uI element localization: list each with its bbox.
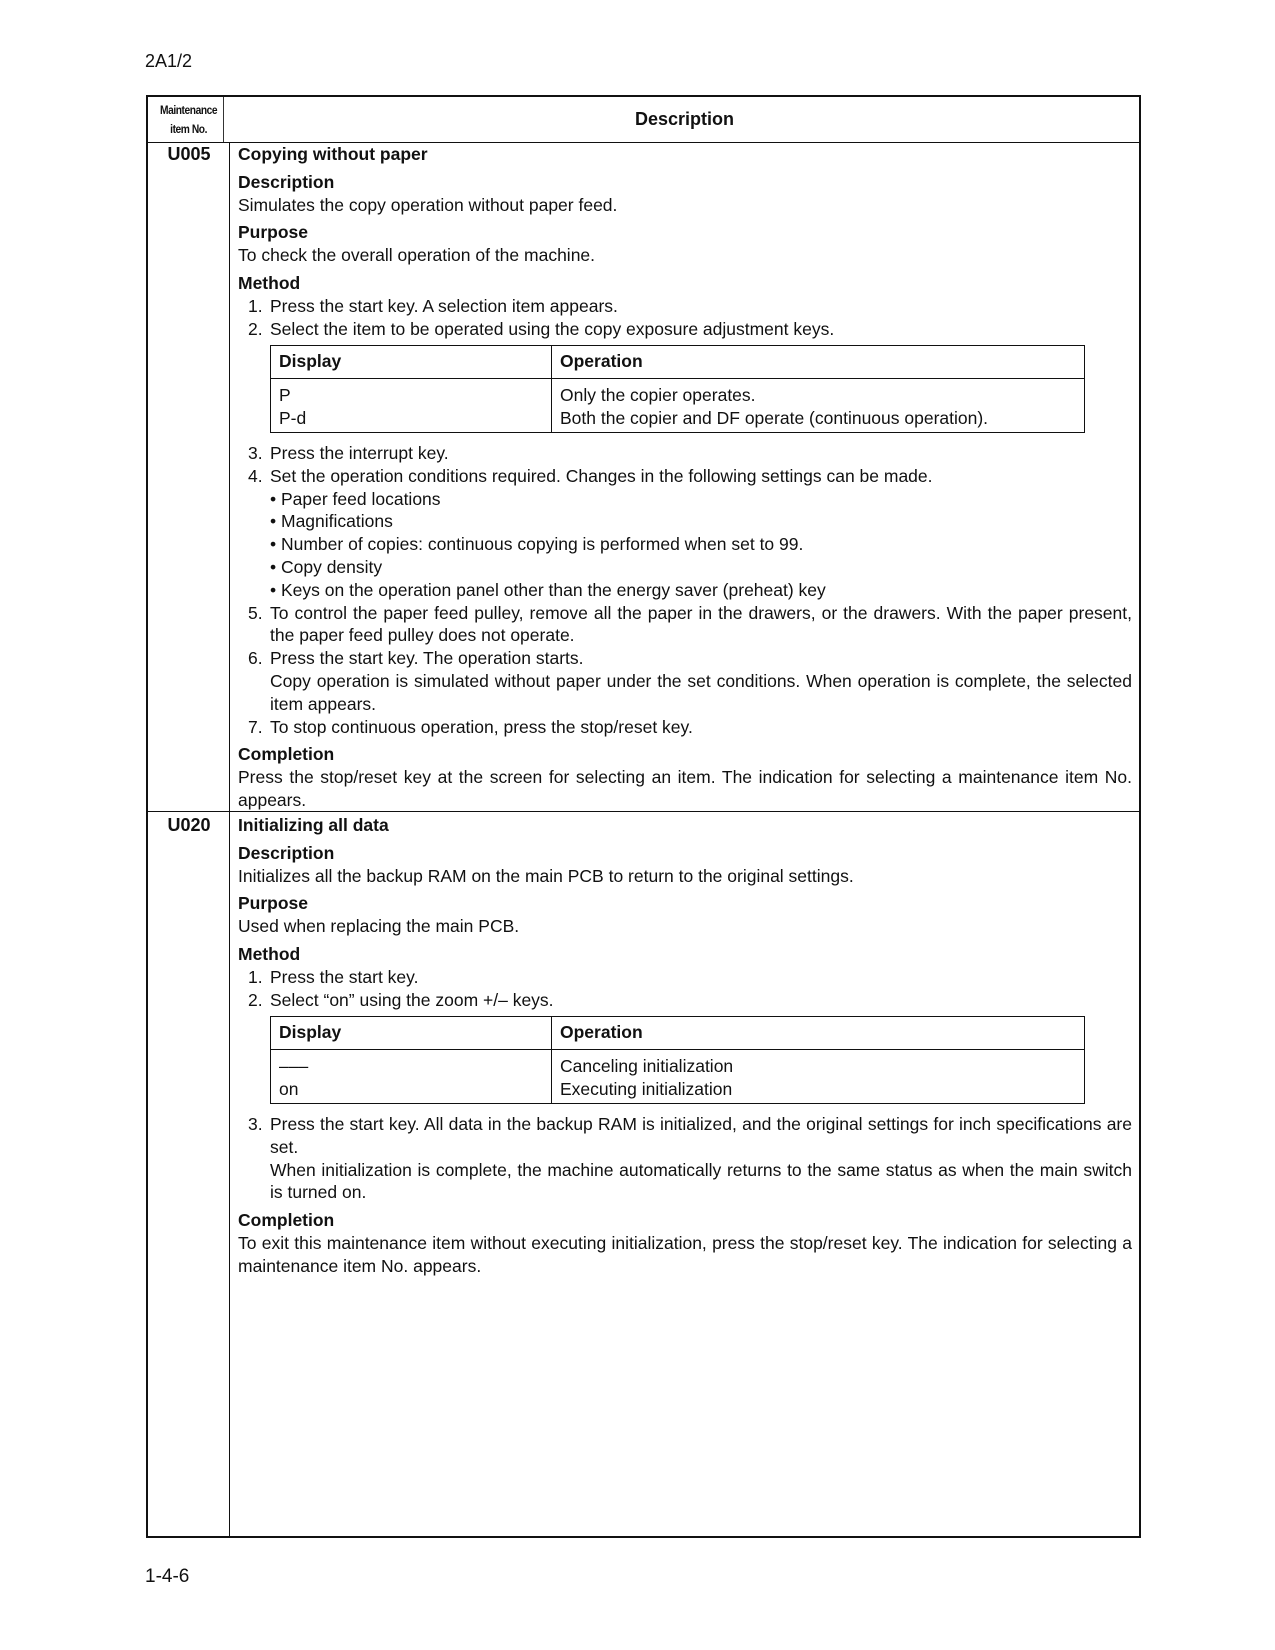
header-item-line1: Maintenance — [160, 102, 218, 117]
u005-step-1: Press the start key. A selection item appears. — [270, 295, 618, 316]
table-header — [271, 1017, 1085, 1050]
list-item: 2. Select the item to be operated using the copy exposure adjustment keys. — [248, 318, 835, 339]
table-header — [271, 346, 1085, 379]
u005-bullet-3: • Number of copies: continuous copying is performed when set to 99. — [270, 534, 804, 555]
u020-operation-cancel: Canceling initialization — [560, 1056, 734, 1077]
u020-display-on: on — [279, 1079, 299, 1100]
u005-completion-heading: Completion — [238, 744, 335, 765]
u005-col-display: Display — [271, 346, 552, 379]
list-item: 7. To stop continuous operation, press the stop/reset key. — [248, 716, 693, 737]
table-row — [271, 379, 1085, 433]
header-maintenance-item-no — [154, 97, 224, 142]
u005-step-6-detail: Copy operation is simulated without paper under the set conditions. When operation is complete, the selected item appears. — [270, 670, 1132, 714]
u005-step-2: Select the item to be operated using the copy exposure adjustment keys. — [270, 318, 835, 339]
u005-purpose-text: To check the overall operation of the machine. — [238, 245, 596, 266]
u005-steps-a — [238, 295, 1132, 341]
u020-display-dashes: ––– — [279, 1056, 309, 1077]
list-item: 3. Press the start key. All data in the backup RAM is initialized, and the original settings for inch specifications are set. When initialization is complete, the machine automatically returns to the same status as when the main switch is turned on. — [248, 1113, 1132, 1203]
u005-purpose-heading: Purpose — [238, 222, 309, 243]
u005-steps-c — [238, 602, 1132, 739]
u005-step-6: Press the start key. The operation starts. — [270, 648, 584, 669]
u020-title: Initializing all data — [238, 815, 389, 835]
u005-method-heading: Method — [238, 272, 301, 293]
u020-display-cell — [271, 1050, 552, 1104]
u005-steps-b — [238, 442, 1132, 488]
u005-operation-p: Only the copier operates. — [560, 385, 756, 406]
u020-completion-text: To exit this maintenance item without executing initialization, press the stop/reset key. The indication for selecting a maintenance item No. appears. — [238, 1232, 1132, 1276]
u005-display-cell — [271, 379, 552, 433]
u005-display-table — [270, 345, 1085, 433]
u020-step-1: Press the start key. — [270, 966, 419, 987]
list-item: 4. Set the operation conditions required. Changes in the following settings can be made. — [248, 465, 933, 486]
table-row — [271, 1050, 1085, 1104]
u005-completion-text: Press the stop/reset key at the screen for selecting an item. The indication for selecting a maintenance item No. appears. — [238, 767, 1132, 810]
u020-description-heading: Description — [238, 842, 335, 863]
u005-display-pd: P-d — [279, 408, 307, 429]
list-item: 3. Press the interrupt key. — [248, 442, 449, 463]
u020-operation-cell — [552, 1050, 1085, 1104]
column-divider — [229, 142, 230, 1536]
u005-operation-pd: Both the copier and DF operate (continuous operation). — [560, 408, 989, 429]
u005-bullet-4: • Copy density — [270, 556, 383, 577]
u020-col-display: Display — [271, 1017, 552, 1050]
header-item-line2: item No. — [170, 121, 207, 136]
u020-content — [238, 814, 1132, 1278]
u005-step-5: To control the paper feed pulley, remove all the paper in the drawers, or the drawers. With the paper present, the paper feed pulley does not operate. — [270, 602, 1132, 646]
u020-purpose-text: Used when replacing the main PCB. — [238, 916, 520, 937]
u005-operation-cell — [552, 379, 1085, 433]
list-item: 6. Press the start key. The operation starts. Copy operation is simulated without paper under the set conditions. When operation is complete, the selected item appears. — [248, 648, 1132, 714]
list-item: 1. Press the start key. A selection item appears. — [248, 295, 618, 316]
maintenance-table — [146, 95, 1141, 1538]
page-number: 1-4-6 — [145, 1566, 190, 1587]
u005-bullet-1: • Paper feed locations — [270, 488, 441, 509]
u020-col-operation: Operation — [552, 1017, 1085, 1050]
u005-content — [238, 143, 1132, 812]
u005-title: Copying without paper — [238, 144, 428, 164]
u020-steps-b — [238, 1113, 1132, 1204]
u005-col-operation: Operation — [552, 346, 1085, 379]
item-no-u020: U020 — [167, 815, 211, 835]
u005-step-3: Press the interrupt key. — [270, 442, 449, 463]
list-item: 2. Select “on” using the zoom +/– keys. — [248, 989, 554, 1010]
table-header-row — [148, 97, 1139, 143]
u005-bullet-5: • Keys on the operation panel other than the energy saver (preheat) key — [270, 579, 826, 600]
u005-step-7: To stop continuous operation, press the stop/reset key. — [270, 716, 693, 737]
list-item: 1. Press the start key. — [248, 966, 419, 987]
u005-description-heading: Description — [238, 171, 335, 192]
u020-steps-a — [238, 966, 1132, 1012]
u020-display-table — [270, 1016, 1085, 1104]
item-no-u005: U005 — [167, 144, 211, 164]
u020-step-3-detail: When initialization is complete, the machine automatically returns to the same status as when the main switch is turned on. — [270, 1159, 1132, 1203]
u020-step-2: Select “on” using the zoom +/– keys. — [270, 989, 554, 1010]
u005-display-p: P — [279, 385, 291, 406]
u020-method-heading: Method — [238, 943, 301, 964]
u005-settings-list — [238, 488, 1132, 602]
page-code: 2A1/2 — [145, 51, 193, 71]
u020-completion-heading: Completion — [238, 1210, 335, 1231]
u020-purpose-heading: Purpose — [238, 893, 309, 914]
u020-description-text: Initializes all the backup RAM on the main PCB to return to the original settings. — [238, 865, 854, 886]
u020-step-3: Press the start key. All data in the backup RAM is initialized, and the original settings for inch specifications are set. — [270, 1113, 1132, 1157]
u005-step-4: Set the operation conditions required. Changes in the following settings can be made. — [270, 465, 933, 486]
list-item: 5. To control the paper feed pulley, remove all the paper in the drawers, or the drawers. With the paper present, the paper feed pulley does not operate. — [248, 602, 1132, 646]
u005-description-text: Simulates the copy operation without paper feed. — [238, 194, 618, 215]
u005-bullet-2: • Magnifications — [270, 511, 393, 532]
u020-operation-execute: Executing initialization — [560, 1079, 733, 1100]
header-description: Description — [634, 109, 735, 129]
